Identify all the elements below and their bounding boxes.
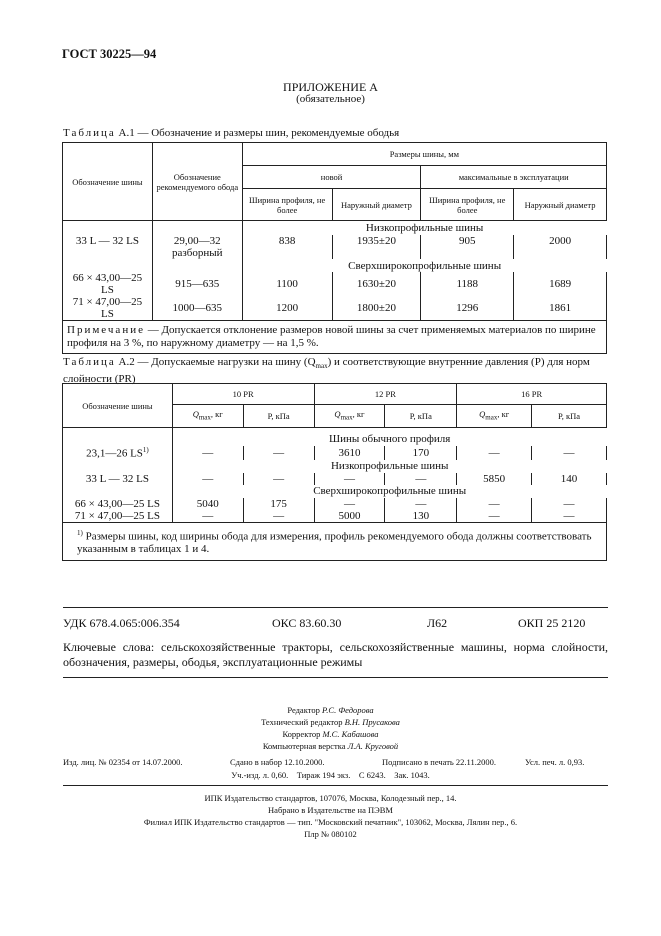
t1-row-tire: 71 × 47,00—25 LS: [63, 296, 153, 321]
okp-code: ОКП 25 2120: [518, 616, 586, 630]
t2-cell: 5040: [172, 498, 243, 510]
table1-caption: Таблица А.1 — Обозначение и размеры шин, рекомендуемые ободья: [63, 127, 400, 139]
t2-cell: —: [243, 446, 314, 460]
table1: [62, 142, 607, 354]
imprint-license: Изд. лиц. № 02354 от 14.07.2000.: [63, 757, 183, 767]
t2-cell: —: [243, 510, 314, 523]
t2-cell: 3610: [314, 446, 385, 460]
t1-head-diam: Наружный диаметр: [332, 189, 421, 221]
udc-code: УДК 678.4.065:006.354: [63, 616, 180, 630]
appendix-subtitle: (обязательное): [296, 93, 365, 105]
t2-cell: 140: [532, 473, 607, 485]
imprint-printer: Филиал ИПК Издательство стандартов — тип. "Московский печатник", 103062, Москва, Лялин пер., 6.: [143, 817, 518, 827]
imprint-publisher: ИПК Издательство стандартов, 107076, Москва, Колодезный пер., 14.: [204, 793, 457, 803]
t1-head-new: новой: [242, 166, 421, 189]
t1-section-low: Низкопрофильные шины: [365, 222, 484, 234]
t2-cell: —: [385, 473, 457, 485]
imprint-typeset: Набрано в Издательстве на ПЭВМ: [268, 805, 393, 815]
t2-row-tire: 71 × 47,00—25 LS: [63, 510, 173, 523]
t2-head-p: P, кПа: [385, 405, 457, 428]
t1-row-diam: 1800±20: [332, 296, 421, 321]
t1-head-max: максимальные в эксплуатации: [421, 166, 607, 189]
t2-cell: 130: [385, 510, 457, 523]
t1-row-rim: 29,00—32 разборный: [152, 235, 242, 259]
imprint-print-sheets: Усл. печ. л. 0,93.: [525, 757, 585, 767]
t2-row-tire: 66 × 43,00—25 LS: [63, 498, 173, 510]
t2-head-tire: Обозначение шины: [63, 384, 173, 428]
t2-section-ultra: Сверхширокопрофильные шины: [313, 485, 467, 498]
t2-head-pr: 16 PR: [457, 384, 607, 405]
t1-row-width-max: 1188: [421, 272, 514, 296]
t1-head-sizes: Размеры шины, мм: [242, 143, 606, 166]
t1-row-diam: 1935±20: [332, 235, 421, 259]
t1-row-tire: 33 L — 32 LS: [63, 235, 153, 259]
t2-head-pr: 12 PR: [314, 384, 457, 405]
t2-head-q: $Q_{max}$, кг: [457, 405, 532, 428]
imprint-typeset-date: Сдано в набор 12.10.2000.: [230, 757, 325, 767]
imprint-plr: Плр № 080102: [304, 829, 357, 839]
t2-footnote: $^{1)}$ Размеры шины, код ширины обода для измерения, профиль рекомендуемого обода должны соответствовать указанным в таблицах 1 и 4.: [63, 522, 607, 561]
t2-cell: —: [243, 473, 314, 485]
t1-row-width: 1200: [242, 296, 332, 321]
t2-cell: —: [457, 510, 532, 523]
t2-cell: —: [532, 498, 607, 510]
t1-row-rim: 915—635: [152, 272, 242, 296]
t1-row-width: 1100: [242, 272, 332, 296]
t2-section-low: Низкопрофильные шины: [330, 460, 449, 473]
appendix-title: ПРИЛОЖЕНИЕ А: [283, 80, 378, 94]
t2-row-tire: 33 L — 32 LS: [63, 473, 173, 485]
t1-row-rim: 1000—635: [152, 296, 242, 321]
imprint-tech-editor: Технический редактор В.Н. Прусакова: [261, 717, 400, 727]
t1-section-ultra: Сверхширокопрофильные шины: [348, 259, 502, 272]
divider: [63, 677, 608, 678]
class-code: Л62: [427, 616, 448, 630]
keywords: Ключевые слова: сельскохозяйственные тракторы, сельскохозяйственные машины, норма слойности, обозначения, размеры, ободья, эксплуатационные режимы: [63, 640, 608, 669]
t2-cell: —: [314, 473, 385, 485]
imprint-edition: Уч.-изд. л. 0,60. Тираж 194 экз. С 6243. Зак. 1043.: [231, 770, 430, 780]
t1-row-tire: 66 × 43,00—25 LS: [63, 272, 153, 296]
t2-section-normal: Шины обычного профиля: [328, 433, 451, 445]
t1-row-width-max: 905: [421, 235, 514, 259]
t1-head-rim: Обозначение рекомендуемого обода: [152, 143, 242, 221]
t1-head-tire: Обозначение шины: [63, 143, 153, 221]
oks-code: ОКС 83.60.30: [272, 616, 342, 630]
table2-caption: Таблица А.2 — Допускаемые нагрузки на шину $(Q_{max})$ и соответствующие внутренние давления (P) для норм слойности (PR): [63, 356, 590, 386]
t2-cell: —: [457, 498, 532, 510]
t2-cell: —: [314, 498, 385, 510]
t2-head-p: P, кПа: [243, 405, 314, 428]
t1-head-width: Ширина профиля, не более: [242, 189, 332, 221]
table2: [62, 383, 607, 561]
t1-row-diam-max: 1689: [514, 272, 607, 296]
t1-row-width-max: 1296: [421, 296, 514, 321]
divider: [63, 607, 608, 608]
t2-cell: 5850: [457, 473, 532, 485]
t1-head-diam-max: Наружный диаметр: [514, 189, 607, 221]
t1-head-width-max: Ширина профиля, не более: [421, 189, 514, 221]
t1-row-diam-max: 1861: [514, 296, 607, 321]
t2-cell: 170: [385, 446, 457, 460]
t2-cell: —: [172, 473, 243, 485]
t2-cell: —: [457, 446, 532, 460]
t2-cell: —: [385, 498, 457, 510]
t2-head-pr: 10 PR: [172, 384, 314, 405]
imprint-layout: Компьютерная верстка Л.А. Круговой: [262, 741, 399, 751]
t2-head-p: P, кПа: [532, 405, 607, 428]
t2-head-q: $Q_{max}$, кг: [314, 405, 385, 428]
imprint-editor: Редактор Р.С. Федорова: [287, 705, 374, 715]
t1-row-width: 838: [242, 235, 332, 259]
t1-note: Примечание — Допускается отклонение размеров новой шины за счет применяемых материалов по ширине профиля на 3 %, по наружному диаметру — на 1,5 %.: [63, 321, 607, 354]
t2-cell: 175: [243, 498, 314, 510]
t2-cell: —: [532, 510, 607, 523]
t2-row-tire: 23,1—26 LS$^{1)}$: [63, 446, 173, 460]
t2-cell: 5000: [314, 510, 385, 523]
t2-head-q: $Q_{max}$, кг: [172, 405, 243, 428]
t2-cell: —: [172, 510, 243, 523]
t2-cell: —: [172, 446, 243, 460]
divider: [63, 785, 608, 786]
imprint-proofreader: Корректор М.С. Кабашова: [282, 729, 379, 739]
t2-cell: —: [532, 446, 607, 460]
t1-row-diam-max: 2000: [514, 235, 607, 259]
t1-row-diam: 1630±20: [332, 272, 421, 296]
imprint-print-date: Подписано в печать 22.11.2000.: [382, 757, 496, 767]
page-header: ГОСТ 30225—94: [62, 47, 157, 61]
